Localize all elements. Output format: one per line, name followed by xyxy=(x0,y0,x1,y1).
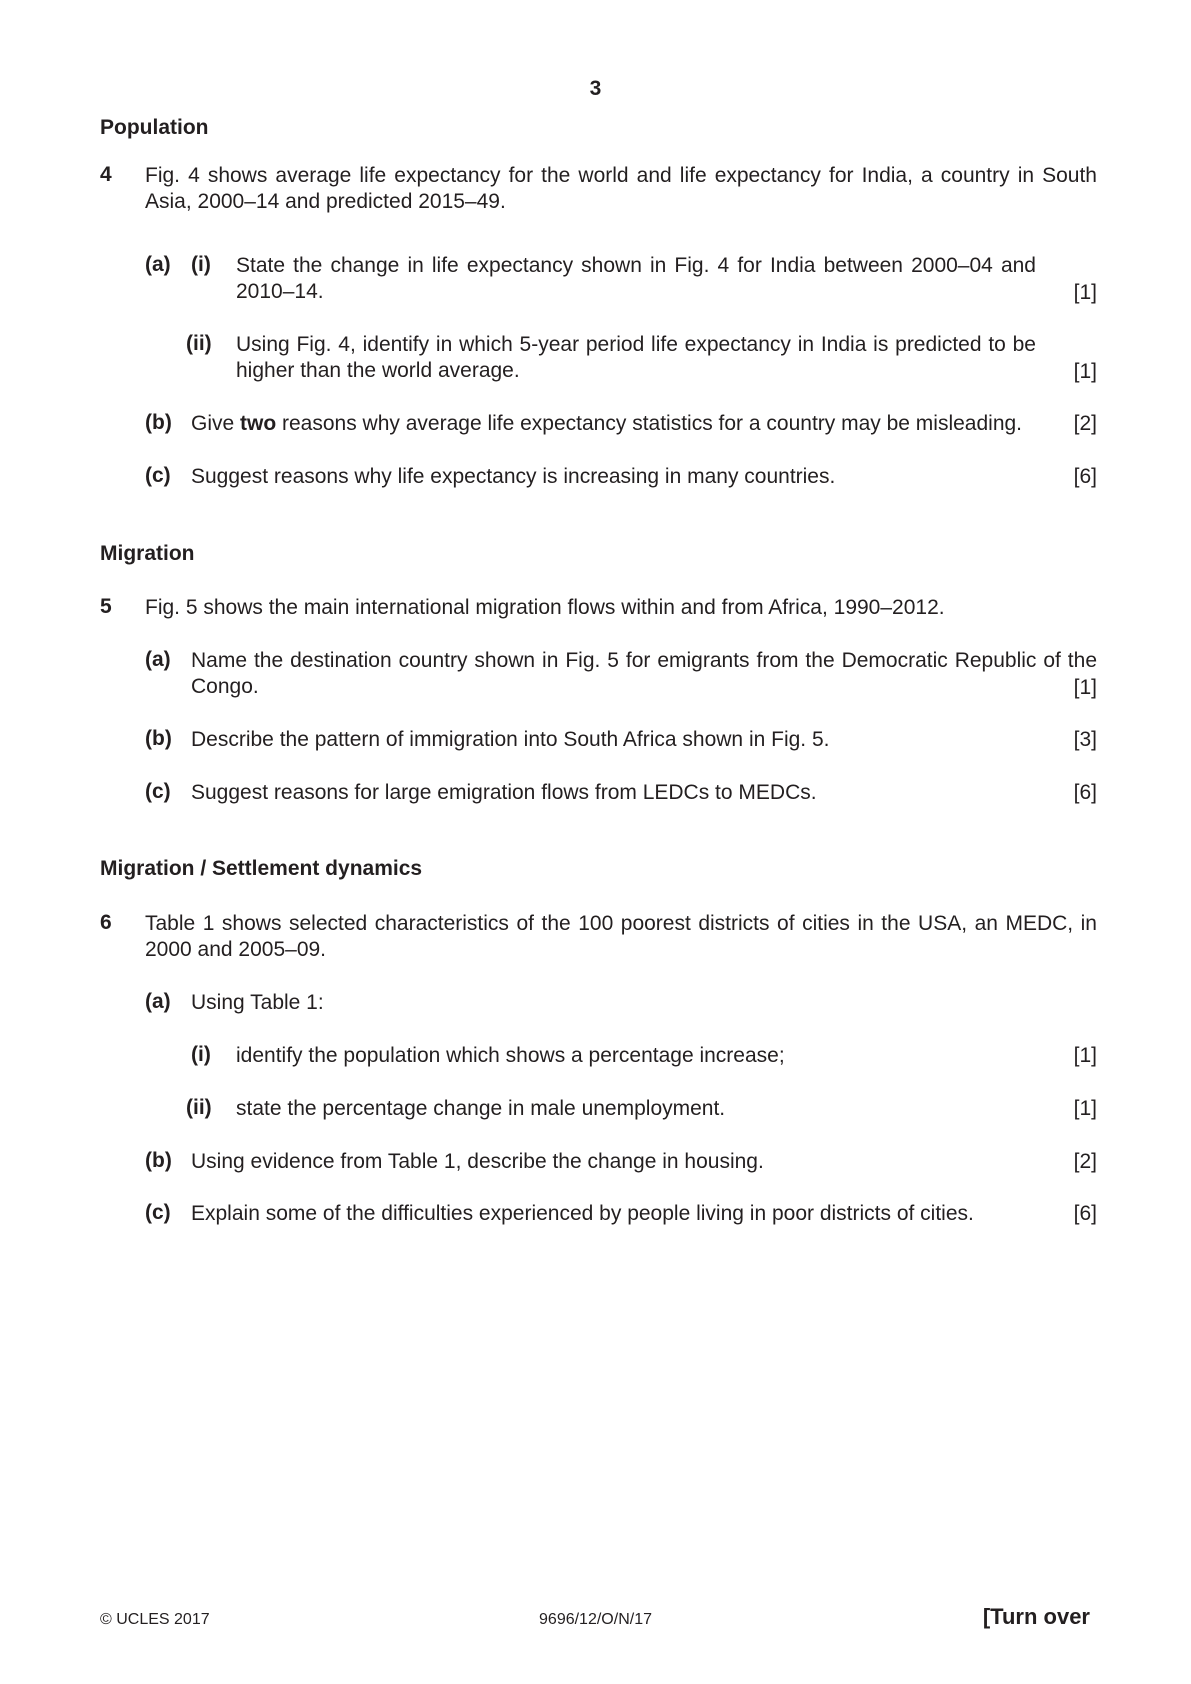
part-label: (b) xyxy=(145,727,172,750)
part-text: Explain some of the difficulties experienced by people living in poor districts of cities. xyxy=(191,1202,974,1225)
marks: [2] xyxy=(1073,412,1097,435)
page-number: 3 xyxy=(589,77,602,100)
part-text: Using Table 1: xyxy=(191,991,324,1014)
marks: [6] xyxy=(1073,465,1097,488)
question-number: 6 xyxy=(100,911,112,934)
part-text: Suggest reasons why life expectancy is increasing in many countries. xyxy=(191,465,836,488)
marks: [1] xyxy=(1073,360,1097,383)
subpart-label: (i) xyxy=(191,253,211,276)
part-label: (c) xyxy=(145,780,171,803)
part-text: Using evidence from Table 1, describe the change in housing. xyxy=(191,1150,764,1173)
part-label: (a) xyxy=(145,253,171,276)
marks: [1] xyxy=(1073,1044,1097,1067)
subpart-text: state the percentage change in male unemployment. xyxy=(236,1097,726,1120)
subpart-text: State the change in life expectancy shown in Fig. 4 for India between 2000–04 and 2010–14. xyxy=(236,254,1036,303)
marks: [3] xyxy=(1073,728,1097,751)
question-number: 5 xyxy=(100,595,112,618)
section-heading-migration: Migration xyxy=(100,542,195,565)
section-heading-population: Population xyxy=(100,116,209,139)
subpart-label: (i) xyxy=(191,1043,211,1066)
emphasis-word: two xyxy=(240,412,277,435)
part-label: (c) xyxy=(145,1201,171,1224)
question-stem: Table 1 shows selected characteristics of the 100 poorest districts of cities in the USA, an MEDC, in 2000 and 2005–09. xyxy=(145,912,1097,961)
section-heading-migration-settlement: Migration / Settlement dynamics xyxy=(100,857,423,880)
footer-paper-code: 9696/12/O/N/17 xyxy=(539,1611,652,1628)
marks: [1] xyxy=(1073,281,1097,304)
part-text xyxy=(191,411,1022,437)
marks: [1] xyxy=(1073,676,1097,699)
part-label: (a) xyxy=(145,990,171,1013)
marks: [1] xyxy=(1073,1097,1097,1120)
subpart-label: (ii) xyxy=(186,1096,212,1119)
part-label: (b) xyxy=(145,411,172,434)
part-text-end: reasons why average life expectancy statistics for a country may be misleading. xyxy=(276,412,1023,435)
footer-turn-over: [Turn over xyxy=(982,1604,1090,1629)
marks: [2] xyxy=(1073,1150,1097,1173)
part-label: (c) xyxy=(145,464,171,487)
part-text: Name the destination country shown in Fig. 5 for emigrants from the Democratic Republic of the Congo. xyxy=(191,649,1097,698)
subpart-block xyxy=(236,332,1097,384)
part-text-start: Give xyxy=(191,412,241,435)
subpart-block xyxy=(236,253,1097,305)
question-number: 4 xyxy=(100,163,112,186)
marks: [6] xyxy=(1073,781,1097,804)
subpart-text: identify the population which shows a percentage increase; xyxy=(236,1044,785,1067)
part-text: Suggest reasons for large emigration flows from LEDCs to MEDCs. xyxy=(191,781,817,804)
part-label: (a) xyxy=(145,648,171,671)
footer-copyright: © UCLES 2017 xyxy=(100,1611,210,1628)
part-text: Describe the pattern of immigration into South Africa shown in Fig. 5. xyxy=(191,728,830,751)
question-stem: Fig. 5 shows the main international migration flows within and from Africa, 1990–2012. xyxy=(145,596,945,619)
subpart-text: Using Fig. 4, identify in which 5-year period life expectancy in India is predicted to be higher than the world average. xyxy=(236,333,1036,382)
part-label: (b) xyxy=(145,1149,172,1172)
marks: [6] xyxy=(1073,1202,1097,1225)
part-block xyxy=(191,648,1097,700)
question-stem: Fig. 4 shows average life expectancy for the world and life expectancy for India, a country in South Asia, 2000–14 and predicted 2015–49. xyxy=(145,164,1097,213)
subpart-label: (ii) xyxy=(186,332,212,355)
